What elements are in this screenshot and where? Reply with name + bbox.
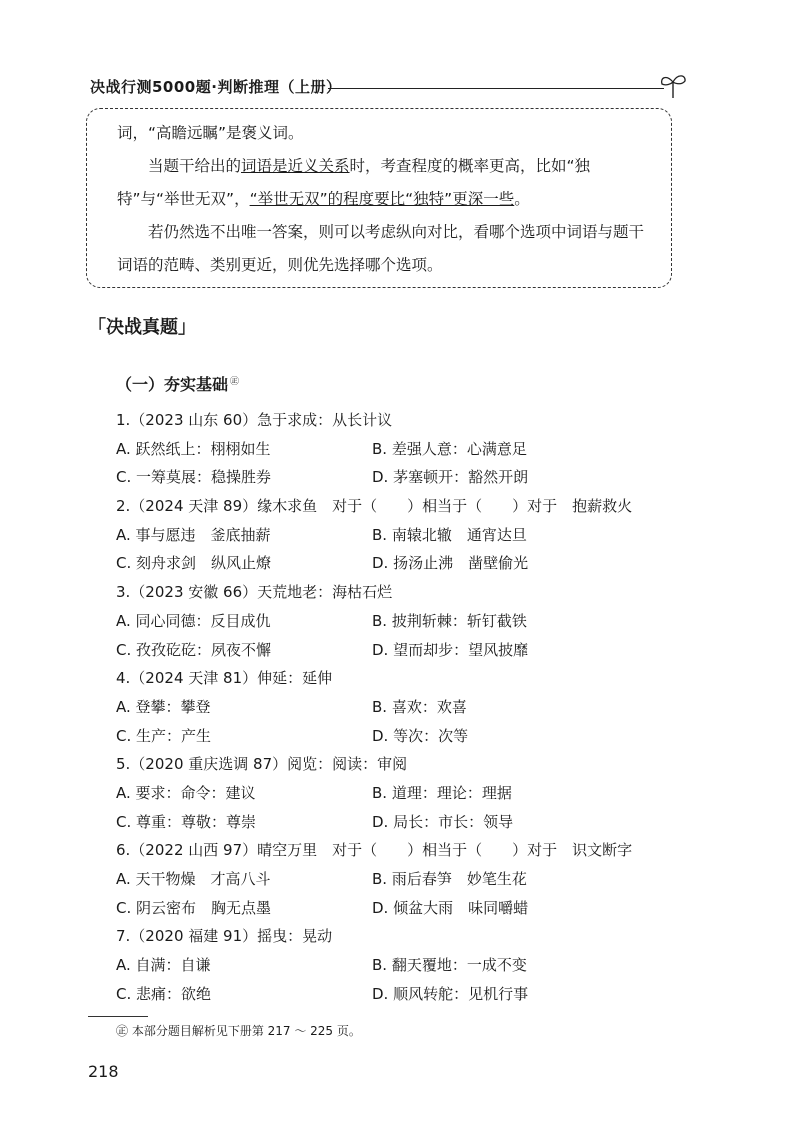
option-row <box>116 607 676 636</box>
question-stem: 7.（2020 福建 91）摇曳：晃动 <box>116 927 333 946</box>
option: C. 一筹莫展：稳操胜券 <box>116 468 272 487</box>
tip-text: 时，考查程度的概率更高，比如“独特”与“举世无双”， <box>117 157 591 208</box>
option: B. 披荆斩棘：斩钉截铁 <box>372 611 527 630</box>
option: A. 跃然纸上：栩栩如生 <box>116 439 271 458</box>
footnote-mark: ㊣ <box>230 376 240 387</box>
option: B. 喜欢：欢喜 <box>372 697 467 716</box>
option-row <box>116 808 676 837</box>
option-row <box>116 435 676 464</box>
subsection-label: （一）夯实基础 <box>116 375 229 394</box>
section-title: 「决战真题」 <box>88 317 196 338</box>
option: D. 茅塞顿开：豁然开朗 <box>372 468 529 487</box>
option-row <box>116 636 676 665</box>
option: A. 天干物燥 才高八斗 <box>116 870 271 888</box>
option-row <box>116 980 676 1009</box>
option: C. 悲痛：欲绝 <box>116 984 212 1003</box>
tip-box <box>86 108 672 288</box>
option-row <box>116 549 676 578</box>
question-stem: 1.（2023 山东 60）急于求成：从长计议 <box>116 411 393 429</box>
option: B. 雨后春笋 妙笔生花 <box>372 870 527 888</box>
option: B. 差强人意：心满意足 <box>372 439 527 458</box>
tip-text: 。 <box>514 190 530 208</box>
footnote: ㊣ 本部分题目解析见下册第 217 ～ 225 页。 <box>116 1024 361 1038</box>
tip-paragraph-3: 若仍然选不出唯一答案，则可以考虑纵向对比，看哪个选项中词语与题干词语的范畴、类别更近，则优先选择哪个选项。 <box>117 223 645 274</box>
tip-underlined-text: “举世无双”的程度要比“独特”更深一些 <box>249 190 515 208</box>
tip-line-1: 词，“高瞻远瞩”是褒义词。 <box>117 124 304 142</box>
option: A. 事与愿违 釜底抽薪 <box>116 525 271 544</box>
option-row <box>116 951 676 980</box>
page-header <box>90 70 690 106</box>
option: D. 望而却步：望风披靡 <box>372 640 529 659</box>
question-stem: 3.（2023 安徽 66）天荒地老：海枯石烂 <box>116 583 393 602</box>
option: D. 等次：次等 <box>372 726 469 745</box>
tip-paragraph-2 <box>117 150 649 216</box>
option: D. 顺风转舵：见机行事 <box>372 984 529 1003</box>
question-stem: 2.（2024 天津 89）缘木求鱼 对于（ ）相当于（ ）对于 抱薪救火 <box>116 497 633 516</box>
tip-text: 当题干给出的 <box>148 157 242 175</box>
header-title: 决战行测5000题·判断推理（上册） <box>90 78 342 96</box>
option: C. 阴云密布 胸无点墨 <box>116 898 272 917</box>
option: A. 自满：自谦 <box>116 956 211 975</box>
option: B. 翻天覆地：一成不变 <box>372 956 527 975</box>
option-row <box>116 463 676 492</box>
subsection-title <box>116 372 239 395</box>
option: D. 倾盆大雨 味同嚼蜡 <box>372 898 529 917</box>
option: C. 生产：产生 <box>116 726 212 745</box>
option: C. 刻舟求剑 纵风止燎 <box>116 554 272 573</box>
sprout-icon <box>658 70 688 100</box>
option: D. 扬汤止沸 凿壁偷光 <box>372 554 529 573</box>
question-list <box>116 406 676 1008</box>
option-row <box>116 693 676 722</box>
option-row <box>116 779 676 808</box>
option: C. 尊重：尊敬：尊崇 <box>116 812 257 831</box>
option: A. 要求：命令：建议 <box>116 783 256 802</box>
header-rule <box>328 88 664 89</box>
question-stem: 4.（2024 天津 81）伸延：延伸 <box>116 669 333 688</box>
question-stem: 5.（2020 重庆选调 87）阅览：阅读：审阅 <box>116 755 408 774</box>
option-row <box>116 865 676 894</box>
option-row <box>116 722 676 751</box>
tip-underlined-text: 词语是近义关系 <box>241 157 350 175</box>
option-row <box>116 521 676 550</box>
option: B. 南辕北辙 通宵达旦 <box>372 525 527 544</box>
option: C. 孜孜矻矻：夙夜不懈 <box>116 640 272 659</box>
page-number: 218 <box>88 1062 119 1081</box>
option: B. 道理：理论：理据 <box>372 783 512 802</box>
question-stem: 6.（2022 山西 97）晴空万里 对于（ ）相当于（ ）对于 识文断字 <box>116 841 633 860</box>
option-row <box>116 894 676 923</box>
option: D. 局长：市长：领导 <box>372 812 514 831</box>
option: A. 登攀：攀登 <box>116 697 211 716</box>
option: A. 同心同德：反目成仇 <box>116 611 271 630</box>
footnote-divider <box>88 1016 148 1017</box>
